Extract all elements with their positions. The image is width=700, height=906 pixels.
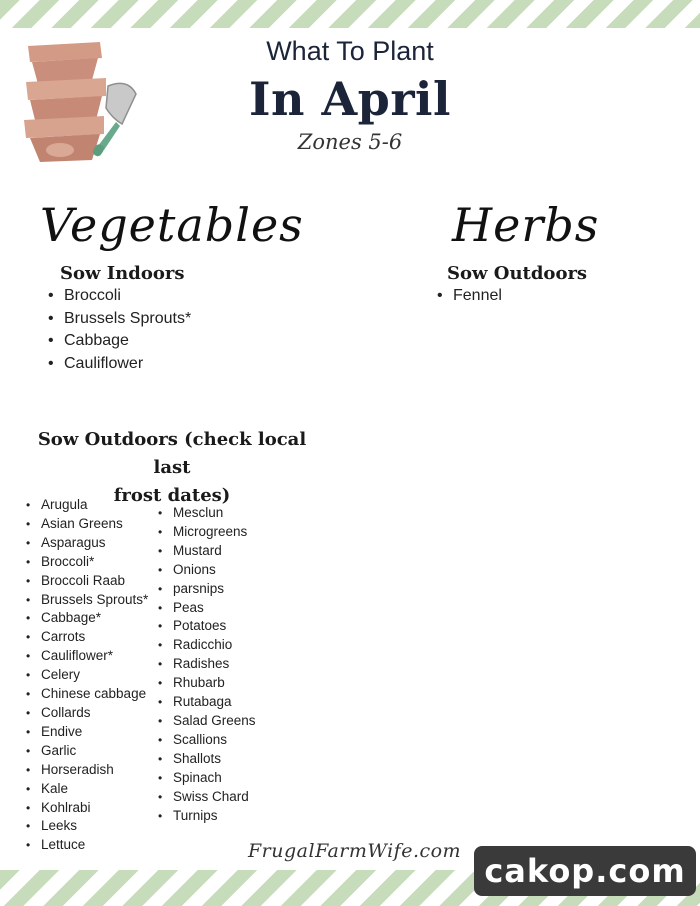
list-item: • Brussels Sprouts* (48, 308, 191, 331)
list-item: • Radicchio (158, 636, 256, 655)
list-item: • Broccoli Raab (26, 572, 148, 591)
list-item: • Celery (26, 666, 148, 685)
title-month: In April (248, 72, 451, 126)
herbs-heading: Herbs (452, 198, 600, 252)
list-item: • Turnips (158, 807, 256, 826)
list-item: • Cabbage* (26, 609, 148, 628)
title-what-to-plant: What To Plant (266, 36, 434, 66)
list-item: • Endive (26, 723, 148, 742)
sow-indoors-heading: Sow Indoors (60, 263, 185, 284)
list-item: • Asian Greens (26, 515, 148, 534)
list-item: • Cabbage (48, 330, 191, 353)
list-item: • Onions (158, 561, 256, 580)
sow-indoors-list (48, 285, 191, 375)
list-item: • Kale (26, 780, 148, 799)
list-item: • Potatoes (158, 617, 256, 636)
list-item: • Kohlrabi (26, 799, 148, 818)
list-item: • Mesclun (158, 504, 256, 523)
list-item: • Radishes (158, 655, 256, 674)
list-item: • Collards (26, 704, 148, 723)
herbs-outdoors-list (437, 285, 502, 308)
list-item: • Scallions (158, 731, 256, 750)
list-item: • Salad Greens (158, 712, 256, 731)
list-item: • Garlic (26, 742, 148, 761)
list-item: • Rutabaga (158, 693, 256, 712)
herbs-sow-outdoors-heading: Sow Outdoors (447, 263, 588, 284)
list-item: • Carrots (26, 628, 148, 647)
list-item: • Horseradish (26, 761, 148, 780)
list-item: • Chinese cabbage (26, 685, 148, 704)
list-item: • Microgreens (158, 523, 256, 542)
list-item: • Lettuce (26, 836, 148, 855)
top-stripe-border (0, 0, 700, 28)
list-item: • Rhubarb (158, 674, 256, 693)
list-item: • Cauliflower* (26, 647, 148, 666)
list-item: • parsnips (158, 580, 256, 599)
list-item: • Leeks (26, 817, 148, 836)
list-item: • Brussels Sprouts* (26, 591, 148, 610)
sow-outdoors-list-col1 (26, 496, 148, 855)
list-item: • Shallots (158, 750, 256, 769)
watermark-badge: cakop.com (474, 846, 696, 896)
sow-outdoors-heading-line1: Sow Outdoors (check local last (37, 429, 307, 478)
list-item: • Broccoli* (26, 553, 148, 572)
list-item: • Spinach (158, 769, 256, 788)
list-item: • Cauliflower (48, 353, 191, 376)
sow-outdoors-list-col2 (158, 504, 256, 825)
list-item: • Asparagus (26, 534, 148, 553)
list-item: • Swiss Chard (158, 788, 256, 807)
list-item: • Arugula (26, 496, 148, 515)
list-item: • Mustard (158, 542, 256, 561)
site-name: FrugalFarmWife.com (248, 840, 462, 862)
list-item: • Broccoli (48, 285, 191, 308)
title-zones: Zones 5-6 (297, 130, 403, 154)
vegetables-heading: Vegetables (40, 198, 304, 252)
list-item: • Peas (158, 599, 256, 618)
sow-outdoors-heading-line2: frost dates) (113, 485, 231, 506)
list-item: • Fennel (437, 285, 502, 308)
